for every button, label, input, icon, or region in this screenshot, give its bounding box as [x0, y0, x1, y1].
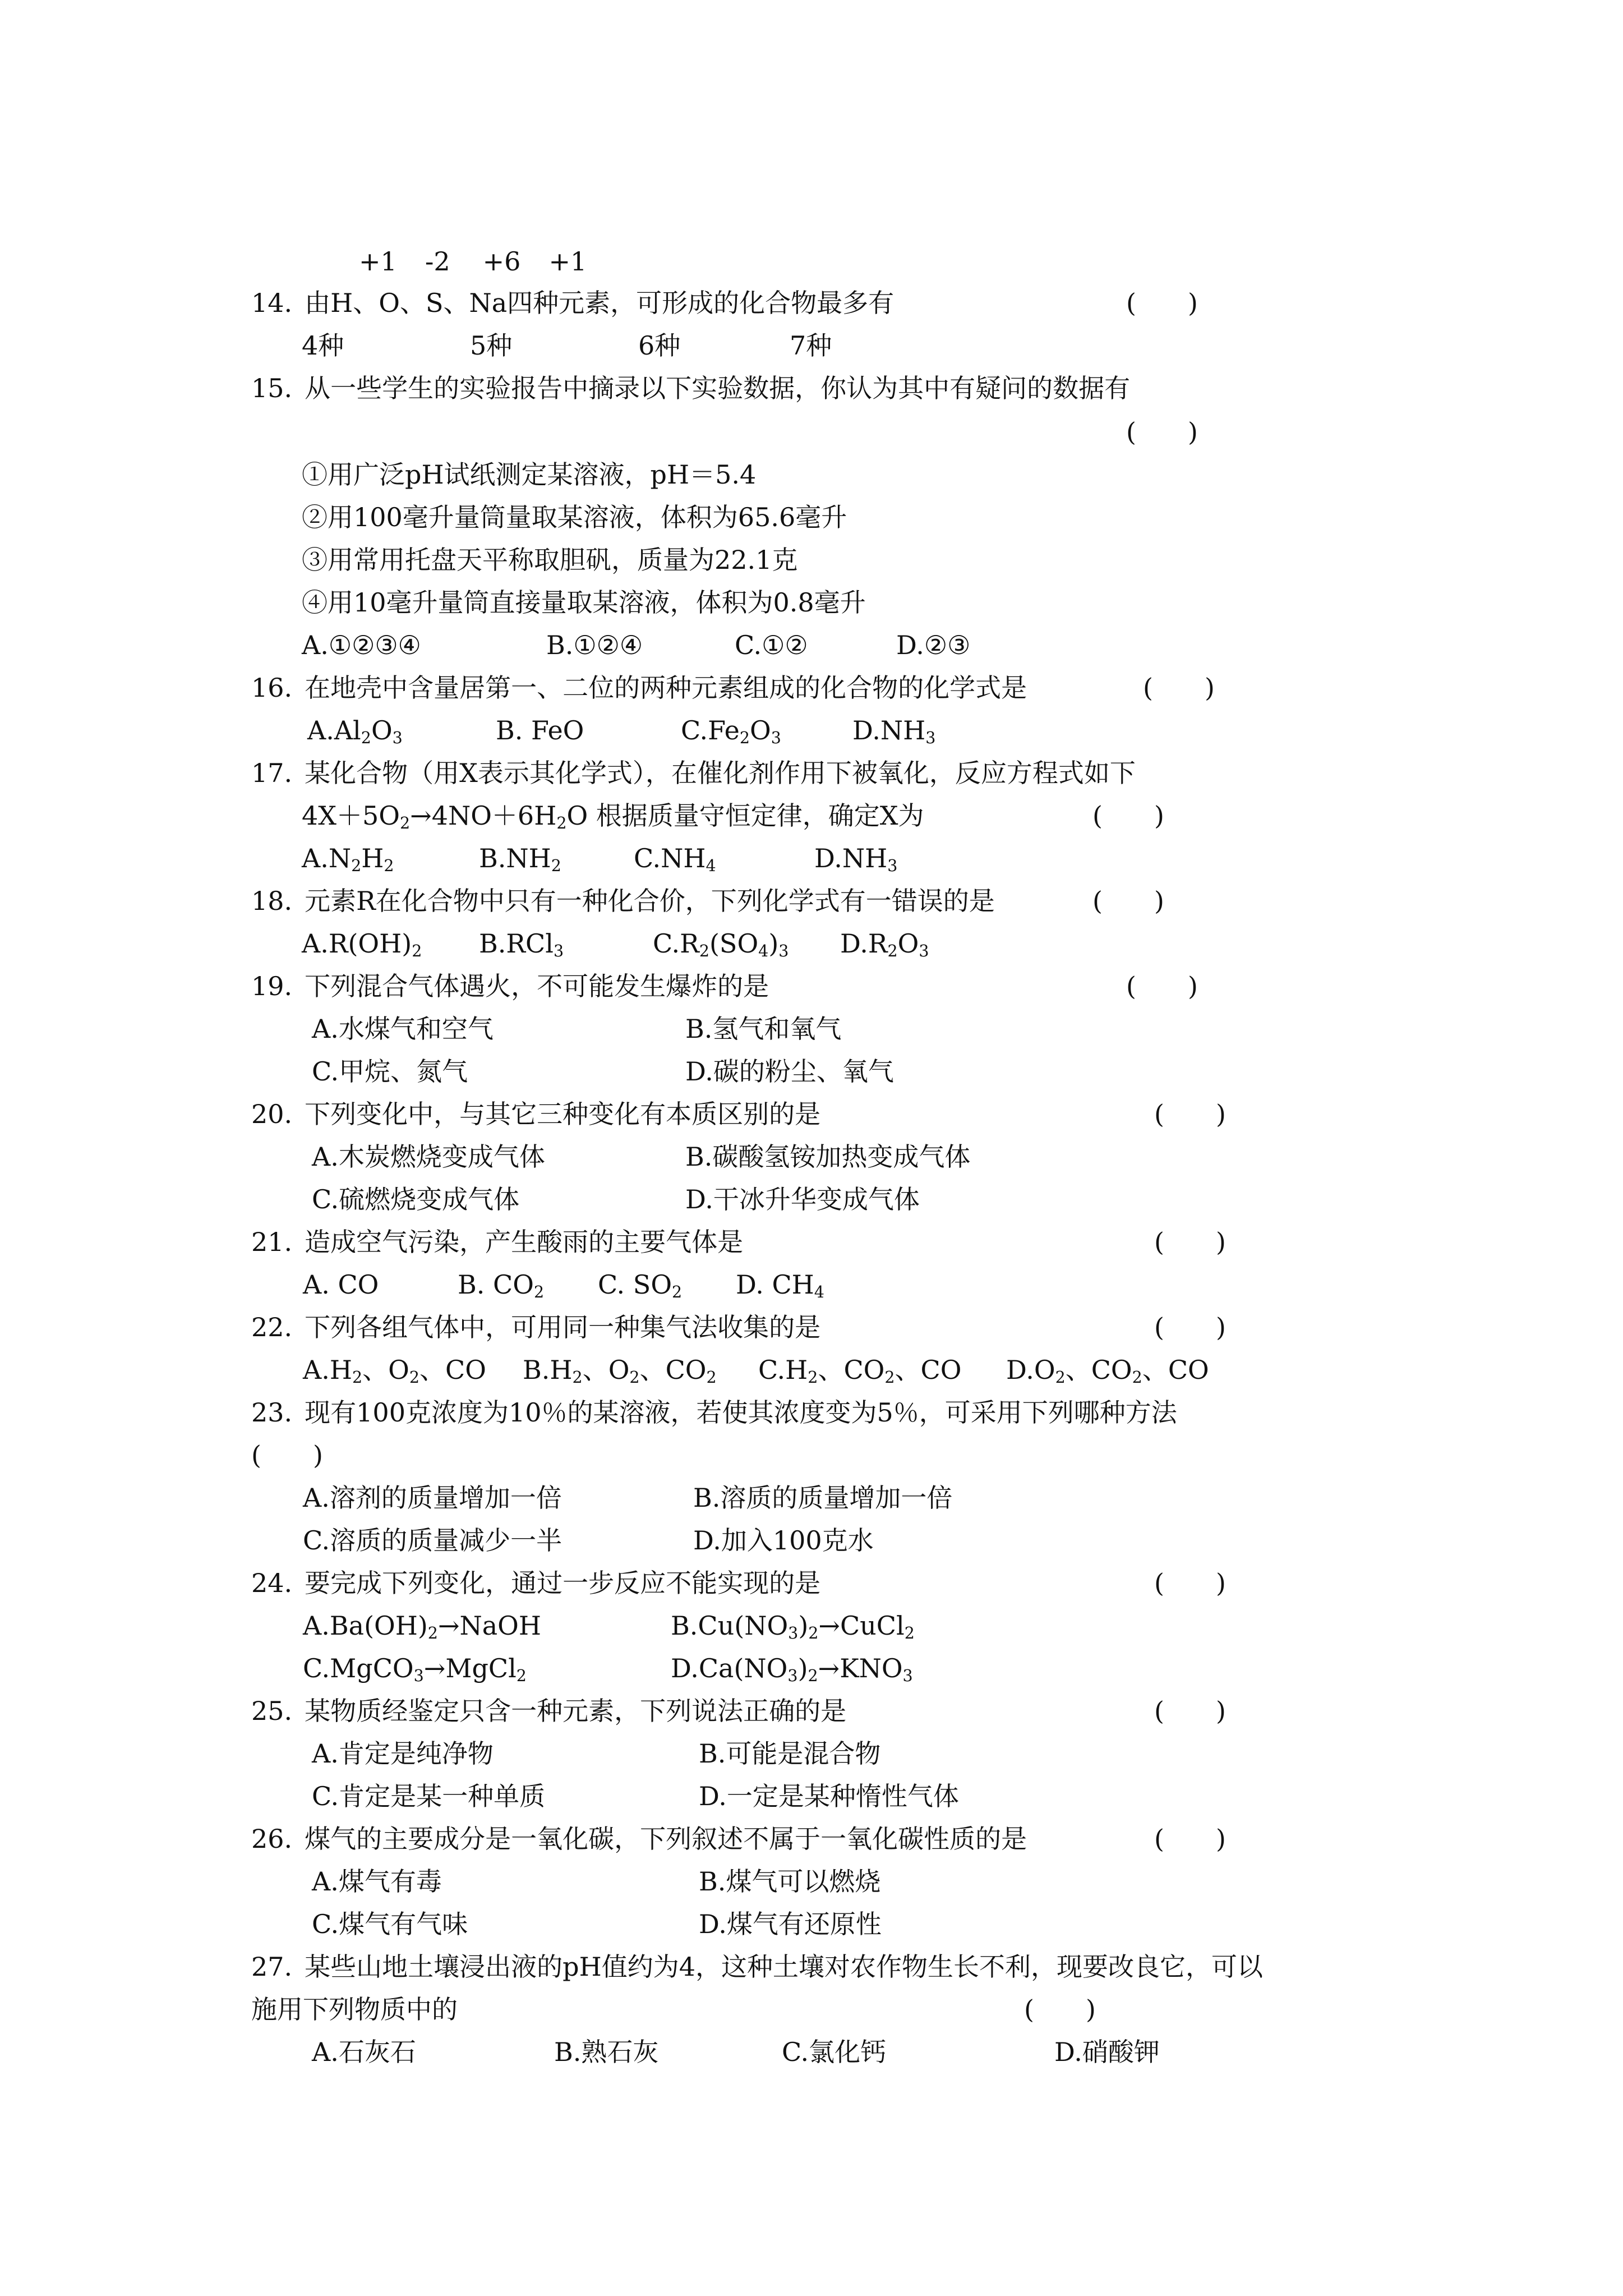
answer-bracket: ( ) — [1092, 886, 1164, 916]
option-a: A.①②③④ — [302, 630, 421, 660]
answer-bracket: ( ) — [1154, 1312, 1226, 1342]
question-16-stem — [251, 672, 1027, 703]
valence-h: +1 — [359, 246, 397, 277]
answer-bracket: ( ) — [1126, 971, 1198, 1001]
valence-s: +6 — [482, 246, 521, 277]
option-d: D.加入100克水 — [693, 1525, 874, 1556]
question-25-options-row1 — [312, 1738, 880, 1769]
question-21-stem — [251, 1226, 743, 1258]
option-b: B.碳酸氢铵加热变成气体 — [685, 1142, 971, 1172]
option-a: A.煤气有毒 — [312, 1866, 442, 1897]
option-d: D.干冰升华变成气体 — [685, 1184, 920, 1214]
valence-na: +1 — [548, 246, 587, 277]
question-23-options-row2 — [303, 1525, 874, 1556]
question-25-stem — [251, 1695, 846, 1727]
option-c: C.煤气有气味 — [312, 1909, 468, 1939]
question-27-stem — [251, 1951, 1263, 1982]
question-23-options-row1 — [303, 1482, 952, 1513]
option-c: C.肯定是某一种单质 — [312, 1781, 546, 1811]
question-24-stem — [251, 1567, 820, 1599]
question-26-options-row2 — [312, 1908, 882, 1940]
option-b: B.可能是混合物 — [699, 1738, 881, 1769]
option-c: $C.Fe_2O_3$ — [681, 715, 781, 748]
option-c: C. $SO_2$ — [598, 1269, 683, 1302]
question-number: 23. — [251, 1397, 293, 1428]
question-text: 某化合物（用X表示其化学式），在催化剂作用下被氧化，反应方程式如下 — [305, 758, 1136, 788]
option-d: D.煤气有还原性 — [699, 1909, 882, 1939]
option-b: B.溶质的质量增加一倍 — [693, 1483, 953, 1513]
answer-bracket: ( ) — [251, 1440, 323, 1470]
question-number: 14. — [251, 288, 293, 318]
option-d: $D.R_2O_3$ — [840, 928, 929, 961]
option-b: B. FeO — [496, 715, 584, 746]
question-24-options-row2 — [303, 1653, 913, 1684]
answer-bracket: ( ) — [1154, 1099, 1226, 1129]
answer-bracket: ( ) — [1024, 1994, 1096, 2024]
option-d: D.碳的粉尘、氧气 — [685, 1056, 894, 1087]
question-16-options — [307, 715, 935, 746]
question-text: 由H、O、S、Na四种元素，可形成的化合物最多有 — [305, 288, 895, 318]
option-b: B.RCl$_3$ — [479, 928, 564, 961]
answer-bracket: ( ) — [1154, 1227, 1226, 1257]
option-c: $C.NH_4$ — [634, 843, 716, 876]
question-number: 22. — [251, 1312, 293, 1342]
option-d: $D.O_2$、$CO_2$、CO — [1006, 1355, 1209, 1387]
option-d: 7种 — [790, 330, 832, 361]
question-text: 要完成下列变化，通过一步反应不能实现的是 — [305, 1568, 821, 1598]
question-text: 元素R在化合物中只有一种化合价，下列化学式有一错误的是 — [305, 886, 995, 916]
question-14-options — [302, 330, 832, 361]
option-c: C.甲烷、氮气 — [312, 1056, 468, 1087]
option-b: $B.Cu(NO_3)_2\to CuCl_2$ — [671, 1611, 915, 1643]
question-text: 下列变化中，与其它三种变化有本质区别的是 — [305, 1099, 821, 1129]
question-number: 18. — [251, 886, 293, 916]
question-26-options-row1 — [312, 1866, 880, 1897]
option-c: $C.H_2$、$CO_2$、CO — [758, 1355, 962, 1387]
question-19-options-row2 — [312, 1056, 894, 1087]
question-18-stem — [251, 885, 995, 917]
option-a: $A.Ba(OH)_2\to NaOH$ — [303, 1611, 541, 1643]
question-15-stem — [251, 372, 1130, 404]
option-b: B. $CO_2$ — [458, 1269, 545, 1302]
option-b: 5种 — [470, 330, 513, 361]
option-c: C.氯化钙 — [782, 2037, 887, 2067]
question-17-equation: $4X+5O_2\to 4NO+6H_2O$ 根据质量守恒定律，确定X为 — [302, 800, 924, 833]
option-a: A.水煤气和空气 — [312, 1014, 494, 1044]
question-text: 某些山地土壤浸出液的pH值约为4，这种土壤对农作物生长不利，现要改良它，可以 — [305, 1952, 1263, 1982]
question-number: 15. — [251, 373, 293, 403]
option-a: $A.R(OH)_2$ — [302, 928, 422, 961]
valence-o: -2 — [425, 246, 450, 277]
question-20-options-row2 — [312, 1184, 920, 1215]
question-27-options — [312, 2036, 1160, 2068]
option-d: $D.Ca(NO_3)_2\to KNO_3$ — [671, 1653, 913, 1686]
option-a: A.溶剂的质量增加一倍 — [303, 1483, 562, 1513]
question-15-item-2: ②用100毫升量筒量取某溶液，体积为65.6毫升 — [302, 502, 847, 532]
option-b: $B.H_2$、$O_2$、$CO_2$ — [523, 1355, 717, 1387]
option-d: D. $CH_4$ — [736, 1269, 824, 1302]
valence-marks — [359, 246, 587, 277]
option-d: D.②③ — [896, 630, 971, 660]
question-number: 24. — [251, 1568, 293, 1598]
option-a: A.木炭燃烧变成气体 — [312, 1142, 545, 1172]
option-d: D.一定是某种惰性气体 — [699, 1781, 959, 1811]
option-b: B.熟石灰 — [554, 2037, 659, 2067]
option-b: $B.NH_2$ — [479, 843, 561, 876]
option-c: C.硫燃烧变成气体 — [312, 1184, 520, 1214]
option-c: C.MgCO$_3$→MgCl$_2$ — [303, 1653, 527, 1686]
option-b: B.煤气可以燃烧 — [699, 1866, 881, 1897]
question-21-options — [303, 1269, 824, 1300]
question-26-stem — [251, 1823, 1027, 1855]
question-15-item-1: ①用广泛pH试纸测定某溶液，pH＝5.4 — [302, 459, 757, 490]
question-20-options-row1 — [312, 1141, 970, 1172]
answer-bracket: ( ) — [1143, 673, 1215, 703]
answer-bracket: ( ) — [1154, 1696, 1226, 1726]
question-19-stem — [251, 970, 769, 1002]
question-number: 20. — [251, 1099, 293, 1129]
option-b: B.①②④ — [546, 630, 643, 660]
question-25-options-row2 — [312, 1780, 959, 1812]
question-19-options-row1 — [312, 1013, 841, 1045]
question-27-stem-continued: 施用下列物质中的 — [251, 1994, 458, 2024]
question-17-options — [302, 843, 897, 874]
option-a: 4种 — [302, 330, 344, 361]
question-number: 27. — [251, 1952, 293, 1982]
question-number: 21. — [251, 1227, 293, 1257]
question-number: 25. — [251, 1696, 293, 1726]
question-17-stem — [251, 757, 1136, 789]
answer-bracket: ( ) — [1154, 1568, 1226, 1598]
option-a: A.石灰石 — [312, 2037, 416, 2067]
question-text: 下列混合气体遇火，不可能发生爆炸的是 — [305, 971, 769, 1001]
option-a: $A.Al_2O_3$ — [307, 715, 403, 748]
option-c: C.溶质的质量减少一半 — [303, 1525, 562, 1556]
question-text: 从一些学生的实验报告中摘录以下实验数据，你认为其中有疑问的数据有 — [305, 373, 1131, 403]
question-22-stem — [251, 1312, 820, 1343]
option-c: 6种 — [638, 330, 681, 361]
question-23-stem — [251, 1397, 1177, 1428]
question-number: 17. — [251, 758, 293, 788]
answer-bracket: ( ) — [1092, 800, 1164, 831]
question-text: 造成空气污染，产生酸雨的主要气体是 — [305, 1227, 744, 1257]
question-18-options — [302, 928, 929, 959]
option-a: A. CO — [303, 1269, 379, 1300]
question-15-item-4: ④用10毫升量筒直接量取某溶液，体积为0.8毫升 — [302, 587, 866, 618]
question-14-stem — [251, 287, 894, 319]
question-20-stem — [251, 1098, 820, 1130]
question-15-options — [302, 629, 970, 661]
option-d: $D.NH_3$ — [814, 843, 898, 876]
option-c: $C.R_2(SO_4)_3$ — [653, 928, 789, 961]
option-a: $A.N_2H_2$ — [302, 843, 394, 876]
option-c: C.①② — [735, 630, 808, 660]
question-24-options-row1 — [303, 1610, 915, 1641]
question-text: 下列各组气体中，可用同一种集气法收集的是 — [305, 1312, 821, 1342]
answer-bracket: ( ) — [1126, 288, 1198, 318]
question-number: 19. — [251, 971, 293, 1001]
option-d: $D.NH_3$ — [852, 715, 936, 748]
question-text: 现有100克浓度为10％的某溶液，若使其浓度变为5％，可采用下列哪种方法 — [305, 1397, 1177, 1428]
answer-bracket: ( ) — [1126, 417, 1198, 447]
option-a: $A.H_2$、$O_2$、CO — [303, 1355, 486, 1387]
question-number: 26. — [251, 1824, 293, 1854]
answer-bracket: ( ) — [1154, 1824, 1226, 1854]
question-text: 在地壳中含量居第一、二位的两种元素组成的化合物的化学式是 — [305, 673, 1027, 703]
question-text: 煤气的主要成分是一氧化碳，下列叙述不属于一氧化碳性质的是 — [305, 1824, 1027, 1854]
option-d: D.硝酸钾 — [1054, 2037, 1160, 2067]
option-a: A.肯定是纯净物 — [312, 1738, 494, 1769]
question-text: 某物质经鉴定只含一种元素，下列说法正确的是 — [305, 1696, 847, 1726]
question-15-item-3: ③用常用托盘天平称取胆矾，质量为22.1克 — [302, 545, 798, 575]
question-22-options — [303, 1354, 1209, 1386]
question-number: 16. — [251, 673, 293, 703]
option-b: B.氢气和氧气 — [685, 1014, 842, 1044]
